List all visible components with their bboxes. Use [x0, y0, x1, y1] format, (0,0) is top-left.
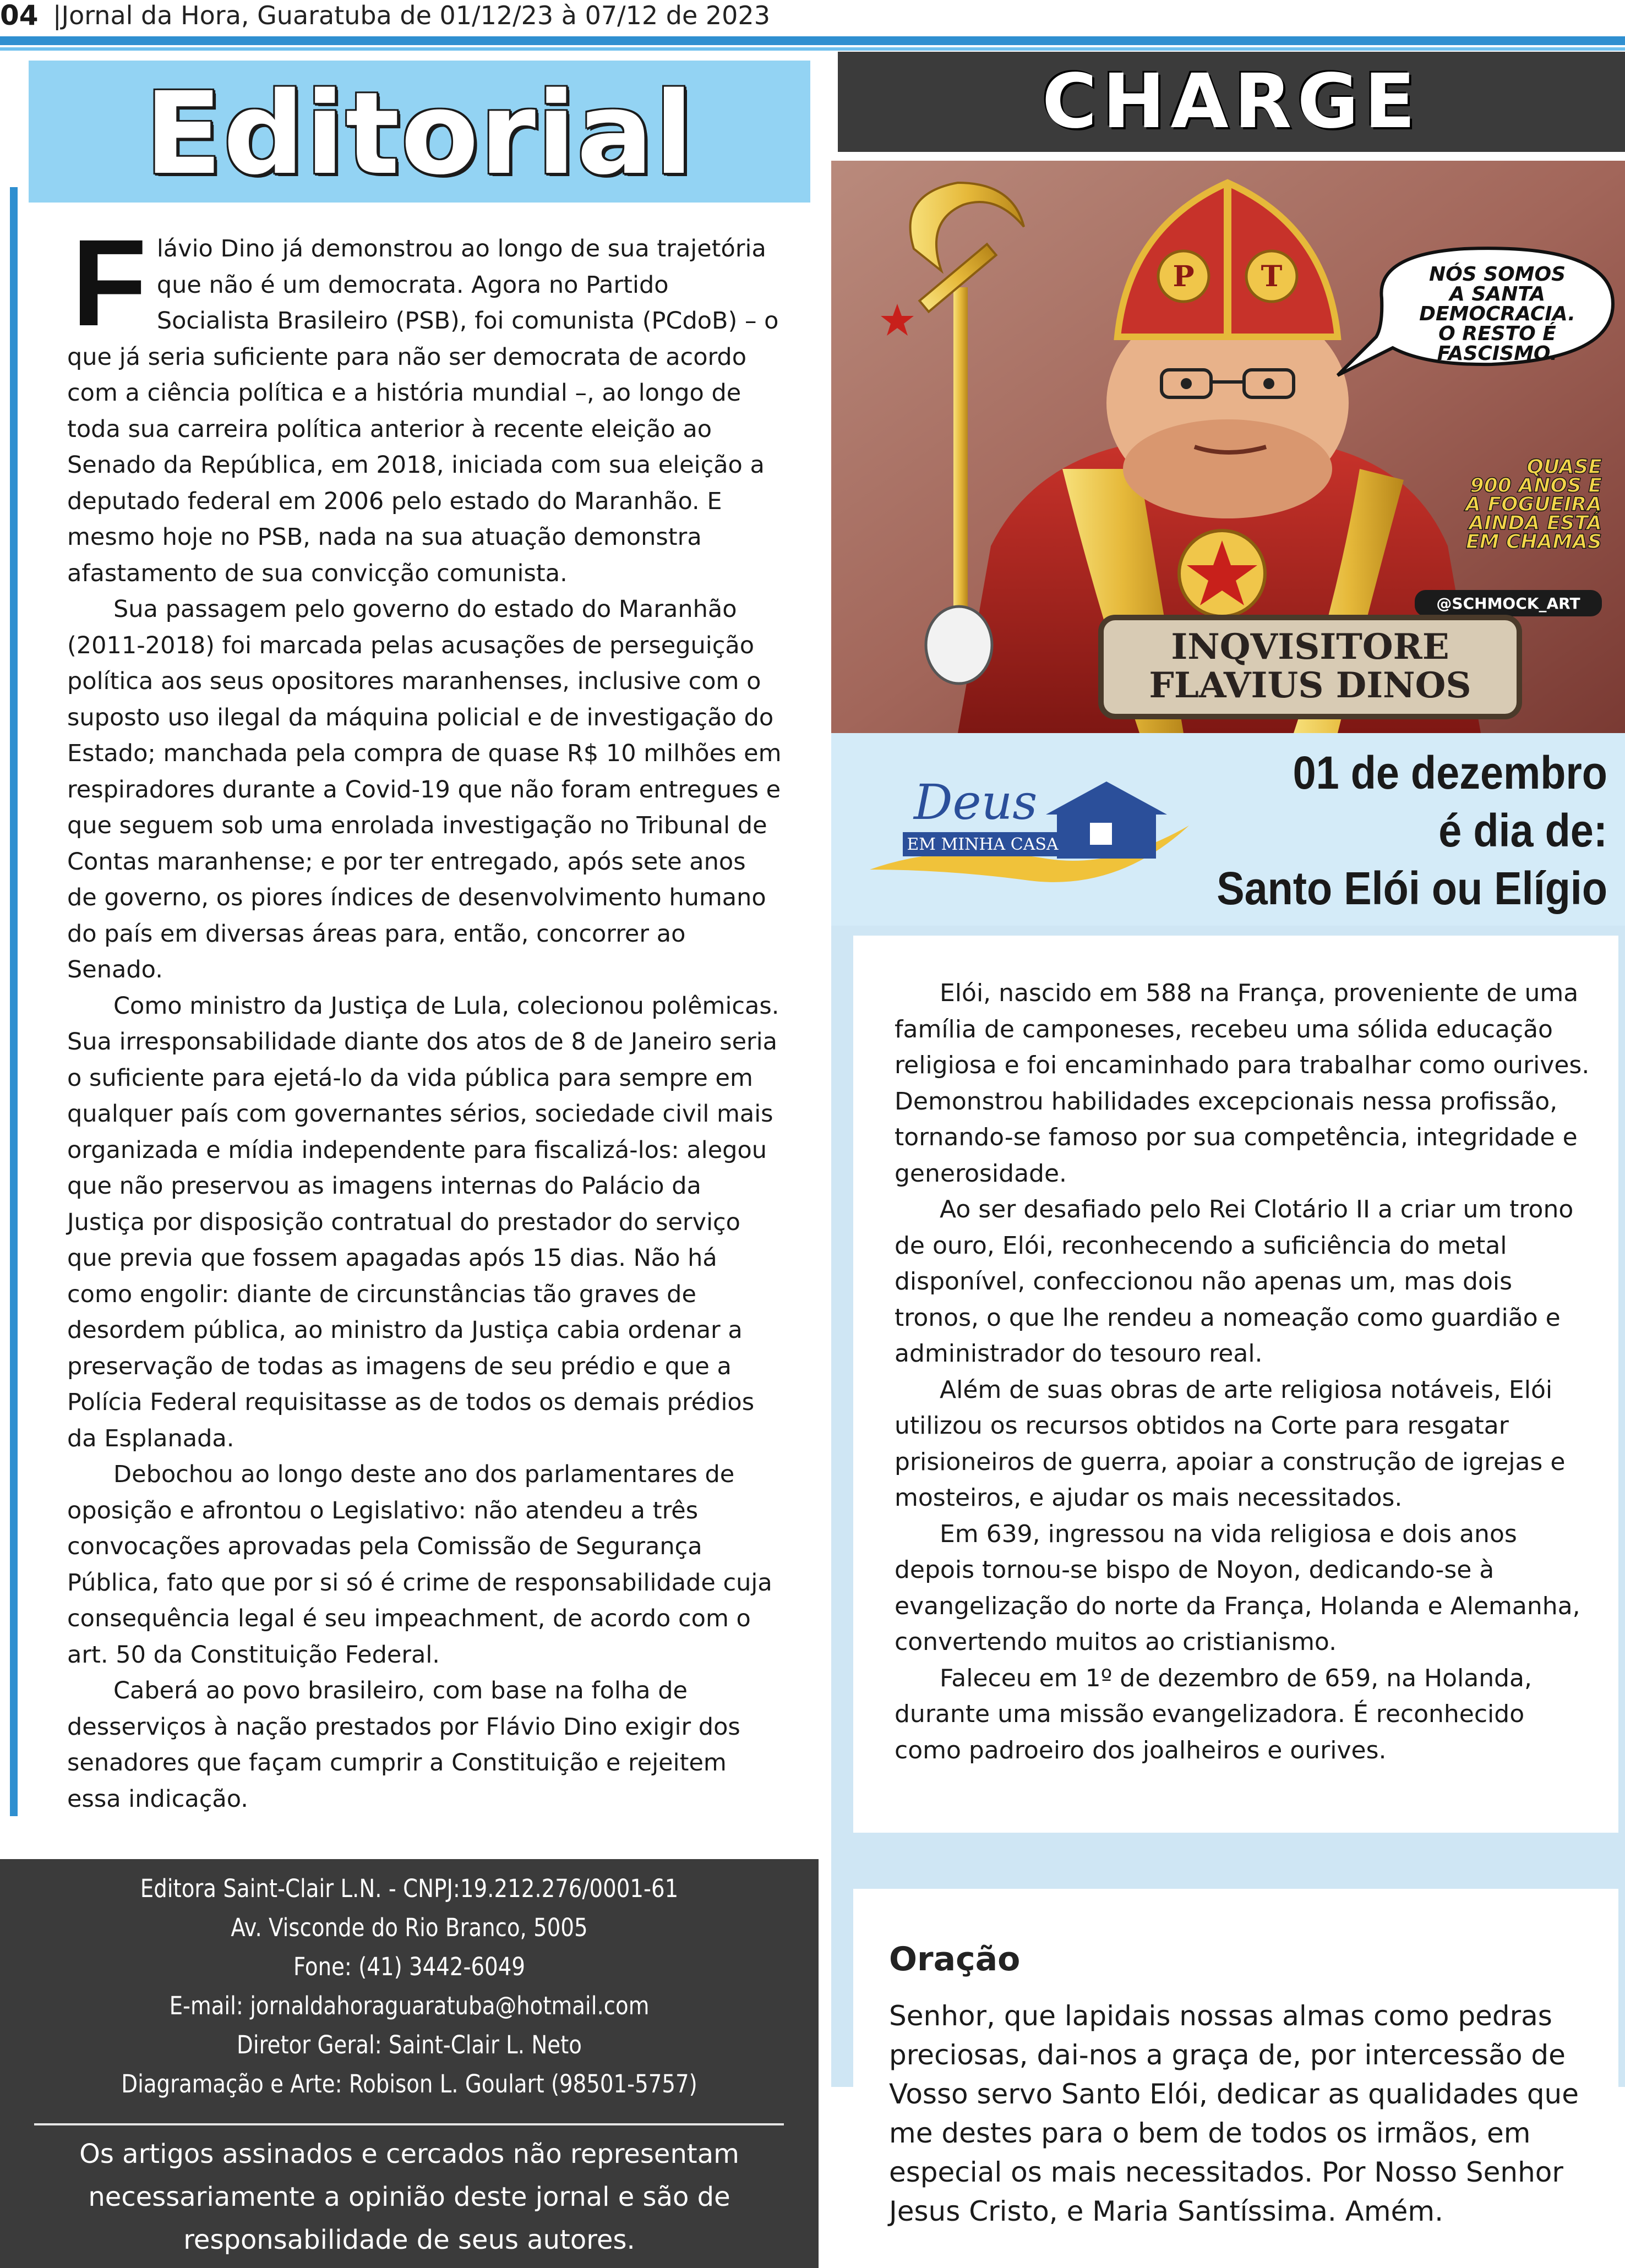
editorial-sidebar-bar [10, 187, 18, 1816]
editorial-dropcap: F [72, 214, 147, 352]
saint-body [895, 975, 1594, 1768]
saint-heading-name: Santo Elói ou Elígio [1217, 862, 1607, 914]
prayer-text: Senhor, que lapidais nossas almas como pedras preciosas, dai-nos a graça de, por intercessão de Vosso servo Santo Elói, dedicar as qualidades que me destes para o bem de todos os irmãos, em especial os mais necessitados. Por Nosso Senhor Jesus Cristo, e Maria Santíssima. Amém. [889, 2000, 1579, 2227]
saint-paragraph: Faleceu em 1º de dezembro de 659, na Holanda, durante uma missão evangelizadora. É reconhecido como padroeiro dos joalheiros e ourives. [895, 1664, 1533, 1764]
glove [926, 606, 992, 684]
plaque-line-1: INQVISITORE [1171, 626, 1449, 668]
header-rule-light [0, 47, 1625, 51]
bubble-line: NÓS SOMOS [1428, 263, 1566, 286]
caption-line: EM CHAMAS [1466, 531, 1602, 553]
artist-signature: @SCHMOCK_ART [1436, 594, 1580, 613]
bubble-line: DEMOCRACIA. [1419, 303, 1575, 325]
saint-paragraph: Ao ser desafiado pelo Rei Clotário II a criar um trono de ouro, Elói, reconhecendo a suficiência do metal disponível, confeccionou não apenas um, mas dois tronos, o que lhe rendeu a nomeação como guardião e administrador do tesouro real. [895, 1195, 1574, 1368]
charge-title: CHARGE [1041, 58, 1421, 145]
editorial-paragraph: Sua passagem pelo governo do estado do Maranhão (2011-2018) foi marcada pelas acusações de perseguição política aos seus opositores maranhenses, inclusive com o suposto uso ilegal da máquina policial e de investigação do Estado; manchada pela compra de quase R$ 10 milhões em respiradores durante a Covid-19 que não foram entregues e que seguem sob uma enrolada investigação no Tribunal de Contas maranhense; e por ter entregado, após sete anos de governo, os piores índices de desenvolvimento humano do país em diversas áreas para, então, concorrer ao Senado. [67, 595, 782, 983]
caption-line: AINDA ESTÁ [1469, 512, 1602, 534]
saint-heading-date: 01 de dezembro [1293, 747, 1607, 799]
caption-line: QUASE [1526, 456, 1602, 478]
header-rule [0, 36, 1625, 45]
mitre-letter-p: P [1173, 260, 1195, 293]
bubble-line: O RESTO É [1438, 323, 1556, 345]
logo-subtitle: EM MINHA CASA [907, 835, 1059, 854]
prayer-title: Oração [889, 1940, 1021, 1979]
logo-title: Deus [914, 774, 1038, 830]
imprint-divider [34, 2123, 784, 2125]
mitre-letter-t: T [1261, 260, 1283, 293]
imprint-disclaimer: Os artigos assinados e cercados não representam necessariamente a opinião deste jornal e são de responsabilidade de seus autores. [79, 2139, 739, 2255]
caption-line: 900 ANOS E [1470, 474, 1602, 497]
deus-em-minha-casa-logo [864, 759, 1195, 892]
imprint-lines [57, 1869, 761, 2103]
editorial-body [67, 214, 783, 1817]
imprint-director: Diretor Geral: Saint-Clair L. Neto [237, 2030, 582, 2059]
house-icon [1046, 781, 1167, 859]
editorial-paragraph: Como ministro da Justiça de Lula, colecionou polêmicas. Sua irresponsabilidade diante dos atos de 8 de Janeiro seria o suficiente para ejetá-lo da vida pública para sempre em qualquer país com governantes sérios, sociedade civil mais organizada e mídia independente para fiscalizá-los: alegou que não preservou as imagens internas do Palácio da Justiça por disposição contratual do prestador do serviço que previa que fossem apagadas após 15 dias. Não há como engolir: diante de circunstâncias tão graves de desordem pública, ao ministro da Justiça cabia ordenar a preservação de todas as imagens de seu prédio e que a Polícia Federal requisitasse as de todos os demais prédios da Esplanada. [67, 992, 779, 1452]
editorial-title: Editorial [144, 68, 695, 200]
caption-line: A FOGUEIRA [1465, 493, 1602, 516]
saint-paragraph: Em 639, ingressou na vida religiosa e dois anos depois tornou-se bispo de Noyon, dedicando-se à evangelização do norte da França, Holanda e Alemanha, convertendo muitos ao cristianismo. [895, 1520, 1580, 1656]
editorial-paragraph: Caberá ao povo brasileiro, com base na folha de desserviços à nação prestados por Flávio Dino exigir dos senadores que façam cumprir a Constituição e rejeitem essa indicação. [67, 1677, 740, 1813]
charge-cartoon [831, 161, 1625, 733]
bubble-line: A SANTA [1449, 283, 1545, 305]
saint-paragraph: Além de suas obras de arte religiosa notáveis, Elói utilizou os recursos obtidos na Corte para resgatar prisioneiros de guerra, apoiar a construção de igrejas e mosteiros, e ajudar os mais necessitados. [895, 1375, 1566, 1512]
editorial-paragraph: Flávio Dino já demonstrou ao longo de sua trajetória que não é um democrata. Agora no Partido Socialista Brasileiro (PSB), foi comunista (PCdoB) – o que já seria suficiente para não ser democrata de acordo com a ciência política e a história mundial –, ao longo de toda sua carreira política anterior à recente eleição ao Senado da República, em 2018, iniciada com sua eleição a deputado federal em 2006 pelo estado do Maranhão. E mesmo hoje no PSB, nada na sua atuação demonstra afastamento de sua convicção comunista. [67, 214, 779, 587]
saint-paragraph: Elói, nascido em 588 na França, proveniente de uma família de camponeses, recebeu uma sólida educação religiosa e foi encaminhado para trabalhar como ourives. Demonstrou habilidades excepcionais nessa profissão, tornando-se famoso por sua competência, integridade e generosidade. [895, 979, 1590, 1188]
page-number: 04 [0, 0, 39, 31]
imprint-email[interactable]: E-mail: jornaldahoraguaratuba@hotmail.com [169, 1991, 650, 2020]
imprint-address: Av. Visconde do Rio Branco, 5005 [231, 1913, 588, 1942]
bubble-line: FASCISMO. [1437, 342, 1558, 365]
imprint-layout-credit: Diagramação e Arte: Robison L. Goulart (98501-5757) [121, 2069, 697, 2098]
imprint-publisher: Editora Saint-Clair L.N. - CNPJ:19.212.276/0001-61 [140, 1874, 679, 1903]
imprint-phone: Fone: (41) 3442-6049 [293, 1952, 525, 1981]
saint-heading [1162, 744, 1607, 917]
editorial-paragraph: Debochou ao longo deste ano dos parlamentares de oposição e afrontou o Legislativo: não atendeu a três convocações aprovadas pela Comissão de Segurança Pública, fato que por si só é crime de responsabilidade cuja consequência legal é seu impeachment, de acordo com o art. 50 da Constituição Federal. [67, 1461, 772, 1669]
saint-heading-day: é dia de: [1438, 805, 1607, 856]
issue-line: |Jornal da Hora, Guaratuba de 01/12/23 à 07/12 de 2023 [53, 1, 770, 30]
plaque-line-2: FLAVIUS DINOS [1149, 665, 1471, 706]
